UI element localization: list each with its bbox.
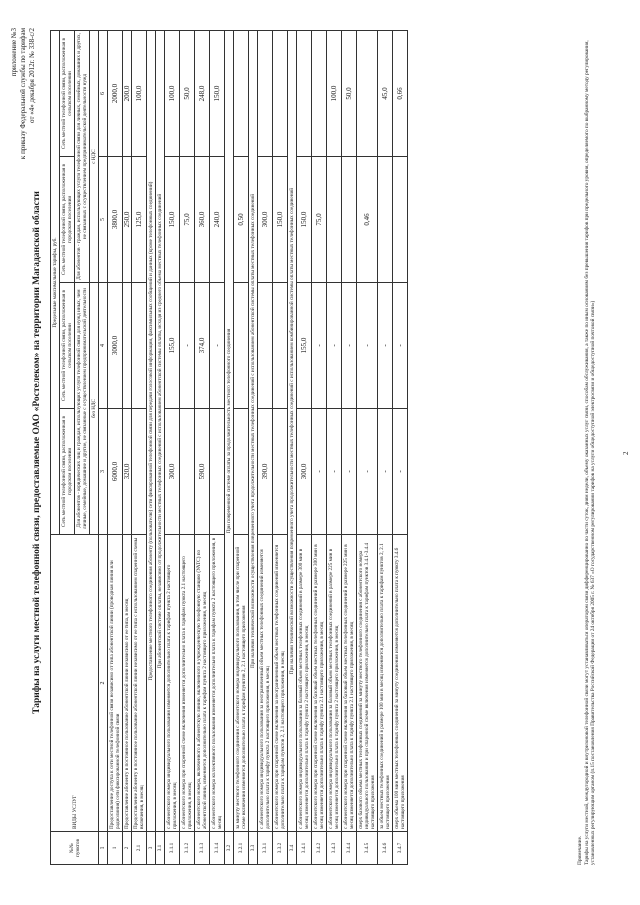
tariff-value bbox=[123, 283, 132, 409]
row-description: сверх объема 100 мин местных телефонных соединений за минуту соединения изменяется дополнительно плата к пункту 3.4.6 настоящего приложения bbox=[393, 535, 408, 832]
column-header-number: №№ пунктов bbox=[51, 832, 99, 865]
table-row bbox=[273, 31, 288, 865]
row-description: с абонентского номера индивидуального пользования за неограниченный объем местных телефонных соединений изменяется дополнительно плата к тарифу пункта 2 настоящего приложения, в месяц bbox=[258, 535, 273, 832]
row-description: с абонентского номера индивидуального пользования изменяется дополнительно плата к тарифам пункта 2 настоящего приложения, в месяц bbox=[165, 535, 180, 832]
tariff-value: 390,0 bbox=[258, 409, 273, 535]
vat-label-left: без НДС bbox=[90, 283, 99, 535]
tariff-value: 300,0 bbox=[165, 409, 180, 535]
row-number: 3.3.2 bbox=[273, 832, 288, 865]
table-row bbox=[393, 31, 408, 865]
table-body bbox=[108, 31, 408, 865]
row-description: с абонентского номера индивидуального пользования за базовый объем местных телефонных соединений в размере 225 мин в месяц изменяется дополнительно плата к тарифу пункта 2 настоящего приложения, в месяц bbox=[327, 535, 342, 832]
vat-label-right: с НДС bbox=[90, 31, 99, 283]
row-description: с абонентского номера при спаренной схеме включения за базовый объем местных телефонных соединений в размере 225 мин в месяц изменяется дополнительно плата к тарифу пункта 2.1 настоящего приложения, в месяц bbox=[342, 535, 357, 832]
table-row bbox=[327, 31, 342, 865]
tariff-value: - bbox=[393, 283, 408, 409]
row-description: Предоставление доступа к сети местной телефонной связи независимо от типа абонентской линии (проводная линия или радиолиния) сети фиксированной телефонной связи bbox=[108, 535, 123, 832]
tariff-value: - bbox=[327, 283, 342, 409]
section-row bbox=[288, 31, 297, 865]
tariff-value: - bbox=[312, 409, 327, 535]
tariff-value: - bbox=[327, 409, 342, 535]
row-description: При наличии технической возможности осуществления повременного учета продолжительности местных телефонных соединений с использованием комбинированной системы оплаты местных телефонных соединений bbox=[288, 31, 297, 832]
row-description: за объем местных телефонных соединений в размере 100 мин в месяц изменяется дополнительно плата к тарифам пунктов 2, 2.1 настоящего приложения bbox=[378, 535, 393, 832]
row-number: 3.4.4 bbox=[342, 832, 357, 865]
table-row bbox=[210, 31, 225, 865]
row-number: 3.4.3 bbox=[327, 832, 342, 865]
tariff-value bbox=[273, 283, 288, 409]
row-number: 3 bbox=[147, 832, 156, 865]
row-number: 3.4.7 bbox=[393, 832, 408, 865]
tariff-value: 155,0 bbox=[165, 283, 180, 409]
row-number: 3.4.2 bbox=[312, 832, 327, 865]
tariff-value bbox=[132, 283, 147, 409]
row-number: 3.3.1 bbox=[258, 832, 273, 865]
table-row bbox=[234, 31, 249, 865]
tariff-value: 0,50 bbox=[234, 157, 249, 283]
row-number: 3.1.3 bbox=[195, 832, 210, 865]
row-description: за минуту местного телефонного соединения с абонентского номера индивидуального пользования, в том числе при спаренной схеме включения изменяется дополнительно плата к тарифам пунктов 2, 2.1 настоящего приложения bbox=[234, 535, 249, 832]
row-number: 3.3 bbox=[249, 832, 258, 865]
column-header-rural-business: Сеть местной телефонной связи, расположенная в сельском поселении bbox=[60, 283, 75, 409]
subheader-citizen: Для абонентов - граждан, использующих услуги телефонной связи для личных, семейных, домашних и других, не связанных с осуществлением предпринимательской деятельности нужд bbox=[75, 31, 90, 283]
row-number: 3.1 bbox=[156, 832, 165, 865]
table-row bbox=[297, 31, 312, 865]
tariff-value bbox=[378, 157, 393, 283]
row-description: с абонентского номера при спаренной схеме включения изменяется дополнительно плата к тарифам пункта 2.1 настоящего приложения, в месяц bbox=[180, 535, 195, 832]
column-group-header: Предельные максимальные тарифы, руб. bbox=[51, 31, 60, 535]
tariff-value bbox=[297, 31, 312, 157]
section-row bbox=[225, 31, 234, 865]
row-number: 3.4.1 bbox=[297, 832, 312, 865]
header-line-3: от «4» декабря 2012г. № 338-с/2 bbox=[28, 28, 36, 123]
tariff-value bbox=[234, 283, 249, 409]
tariff-value: - bbox=[312, 283, 327, 409]
tariff-value: - bbox=[357, 409, 378, 535]
table-row bbox=[357, 31, 378, 865]
tariff-value: - bbox=[378, 409, 393, 535]
tariff-value: 100,0 bbox=[327, 31, 342, 157]
row-number: 3.2 bbox=[225, 832, 234, 865]
table-row bbox=[342, 31, 357, 865]
tariff-value: 155,0 bbox=[297, 283, 312, 409]
table-row bbox=[378, 31, 393, 865]
tariff-value bbox=[234, 31, 249, 157]
notes bbox=[577, 30, 597, 865]
row-description: При повременной системе оплаты за продолжительность местного телефонного соединения bbox=[225, 31, 234, 832]
index-cell: 1 bbox=[99, 832, 108, 865]
row-number: 3.1.4 bbox=[210, 832, 225, 865]
tariff-value: 6000,0 bbox=[108, 409, 123, 535]
index-cell: 5 bbox=[99, 157, 108, 283]
section-row bbox=[249, 31, 258, 865]
row-description: Предоставление местного телефонного соединения абоненту (пользователю) сети фиксированной телефонной связи для передачи голосовой информации, факсимильных сообщений и данных (кроме телефонных соединений) bbox=[147, 31, 156, 832]
table-row bbox=[165, 31, 180, 865]
row-number: 3.4.6 bbox=[378, 832, 393, 865]
table-row bbox=[195, 31, 210, 865]
tariff-value: 50,0 bbox=[180, 31, 195, 157]
tariff-value: 200,0 bbox=[123, 31, 132, 157]
tariff-value: - bbox=[378, 283, 393, 409]
row-description: Предоставление абоненту в постоянное пользование абонентской линии независимо от ее типа, в месяц bbox=[123, 535, 132, 832]
tariff-value: 360,0 bbox=[195, 157, 210, 283]
section-row bbox=[147, 31, 156, 865]
notes-text: Тарифы на услуги местной, междугородной и внутризоновой телефонной связи могут устанавливаться оператором связи дифференцированно по части суток, дням недели, объему оказанных услуг связи, способам обслуживания, а также по иным основаниям без превышения тарифов при предельного уровня, определяемого по выбранному методу регулирования, установленных регулирующим органом (п.15 постановления Правительства Российской Федерации от 24 октября 2005 г. № 637 «О государственном регулировании тарифов на услуги общедоступной электросвязи и общедоступной почтовой связи») bbox=[583, 40, 596, 865]
row-description: сверх базового объема местных телефонных соединений за минуту местного телефонного соединения с абонентского номера индивидуального пользования и при спаренной схеме включения изменяется дополнительно плата к тарифам пунктов 3.4.1-3.4.4 настоящего приложения bbox=[357, 535, 378, 832]
table-row bbox=[312, 31, 327, 865]
row-description: При абонентской системе оплаты, независимо от продолжительности местных телефонных соединений с использованием абонентской системы оплаты, исходя из среднего объема местных телефонных соединений bbox=[156, 31, 165, 832]
tariff-value: 374,0 bbox=[195, 283, 210, 409]
tariff-value: 125,0 bbox=[132, 157, 147, 283]
tariff-value bbox=[132, 409, 147, 535]
tariff-value: 150,0 bbox=[165, 157, 180, 283]
table-row bbox=[123, 31, 132, 865]
index-row bbox=[99, 31, 108, 865]
tariff-value bbox=[393, 157, 408, 283]
tariff-value: - bbox=[180, 283, 195, 409]
tariff-value: 248,0 bbox=[195, 31, 210, 157]
page-number: 2 bbox=[622, 451, 630, 455]
tariff-value: 3000,0 bbox=[108, 283, 123, 409]
tariff-value: - bbox=[210, 283, 225, 409]
column-header-rural-citizen: Сеть местной телефонной связи, расположенная в сельском поселении bbox=[60, 31, 75, 157]
index-cell: 2 bbox=[99, 535, 108, 832]
index-cell: 6 bbox=[99, 31, 108, 157]
tariff-value bbox=[357, 31, 378, 157]
index-cell: 3 bbox=[99, 409, 108, 535]
row-number: 3.4 bbox=[288, 832, 297, 865]
row-number: 3.4.5 bbox=[357, 832, 378, 865]
tariff-value bbox=[327, 157, 342, 283]
tariff-value bbox=[210, 409, 225, 535]
tariff-value bbox=[342, 157, 357, 283]
tariff-value: 100,0 bbox=[165, 31, 180, 157]
section-row bbox=[156, 31, 165, 865]
tariff-value: 590,0 bbox=[195, 409, 210, 535]
tariff-value: - bbox=[342, 283, 357, 409]
tariff-table bbox=[50, 30, 408, 865]
tariff-value bbox=[180, 409, 195, 535]
column-header-urban-citizen: Сеть местной телефонной связи, расположенная в городском поселении bbox=[60, 157, 75, 283]
tariff-value: 0,66 bbox=[393, 31, 408, 157]
header-line-2: к приказу Федеральной службы по тарифам bbox=[19, 28, 27, 160]
tariff-value bbox=[258, 31, 273, 157]
tariff-value: - bbox=[393, 409, 408, 535]
row-number: 2 bbox=[123, 832, 132, 865]
tariff-value: 300,0 bbox=[258, 157, 273, 283]
table-row bbox=[132, 31, 147, 865]
tariff-value bbox=[234, 409, 249, 535]
table-row bbox=[258, 31, 273, 865]
column-header-urban-business: Сеть местной телефонной связи, расположенная в городском поселении bbox=[60, 409, 75, 535]
table-row bbox=[180, 31, 195, 865]
tariff-value: 320,0 bbox=[123, 409, 132, 535]
row-number: 2.1 bbox=[132, 832, 147, 865]
subheader-business: Для абонентов - юридических лиц и граждан, использующих услуги телефонной связи для нужд иных, чем личные, семейные, домашние и другие, не связанные с осуществлением предпринимательской деятельности bbox=[75, 283, 90, 535]
tariff-value: 100,0 bbox=[132, 31, 147, 157]
tariff-value bbox=[312, 31, 327, 157]
tariff-value: 250,0 bbox=[123, 157, 132, 283]
notes-label: Примечание. bbox=[577, 835, 583, 865]
table-row bbox=[108, 31, 123, 865]
tariff-value: 240,0 bbox=[210, 157, 225, 283]
row-number: 3.1.2 bbox=[180, 832, 195, 865]
row-number: 1 bbox=[108, 832, 123, 865]
tariff-value: 150,0 bbox=[210, 31, 225, 157]
row-number: 3.1.1 bbox=[165, 832, 180, 865]
document-title: Тарифы на услуги местной телефонной связи, предоставляемые ОАО «Ростелеком» на территории Магаданской области bbox=[32, 191, 42, 714]
column-header-service: ВИДЫ УСЛУГ bbox=[51, 535, 99, 832]
row-description: При наличии технической возможности осуществления повременного учета продолжительности местных телефонных соединений с использованием абонентской системы оплаты местных телефонных соединений bbox=[249, 31, 258, 832]
row-description: с абонентского номера при спаренной схеме включения за неограниченный объем местных телефонных соединений изменяется дополнительно плата к тарифам пунктов 2, 2.1 настоящего приложения, в месяц bbox=[273, 535, 288, 832]
row-description: Предоставление абоненту в постоянное пользование абонентской линии независимо от ее типа с использованием спаренной схемы включения, в месяц bbox=[132, 535, 147, 832]
tariff-value: 45,0 bbox=[378, 31, 393, 157]
row-number: 3.2.1 bbox=[234, 832, 249, 865]
tariff-value: 3800,0 bbox=[108, 157, 123, 283]
tariff-value bbox=[273, 409, 288, 535]
tariff-value: - bbox=[357, 283, 378, 409]
tariff-value bbox=[273, 31, 288, 157]
tariff-value: 2000,0 bbox=[108, 31, 123, 157]
tariff-value: 50,0 bbox=[342, 31, 357, 157]
tariff-value: 0,46 bbox=[357, 157, 378, 283]
row-description: с абонентского номера при спаренной схеме включения за базовый объем местных телефонных соединений в размере 300 мин в месяц изменяется дополнительно плата к тарифу пункта 2.1 настоящего приложения, в месяц bbox=[312, 535, 327, 832]
header-line-1: приложение №3 bbox=[10, 28, 18, 77]
tariff-value: - bbox=[342, 409, 357, 535]
tariff-value: 75,0 bbox=[180, 157, 195, 283]
row-description: с абонентского номера коллективного пользования изменяется дополнительно плата к тарифам пункта 2 настоящего приложения, в месяц bbox=[210, 535, 225, 832]
tariff-value: 75,0 bbox=[312, 157, 327, 283]
tariff-value: 300,0 bbox=[297, 409, 312, 535]
row-description: с абонентского номера, включенного в абонентскую линию, включенного в учрежденческую телефонную станцию (УАТС) по абонентской линии, изменяется дополнительно плата к тарифам пункта 2 настоящего приложения, в месяц bbox=[195, 535, 210, 832]
tariff-value: 150,0 bbox=[297, 157, 312, 283]
tariff-value: 150,0 bbox=[273, 157, 288, 283]
tariff-value bbox=[258, 283, 273, 409]
row-description: с абонентского номера индивидуального пользования за базовый объем местных телефонных соединений в размере 300 мин в месяц изменяется дополнительно плата к тарифу пункта 2 настоящего приложения, в месяц bbox=[297, 535, 312, 832]
index-cell: 4 bbox=[99, 283, 108, 409]
